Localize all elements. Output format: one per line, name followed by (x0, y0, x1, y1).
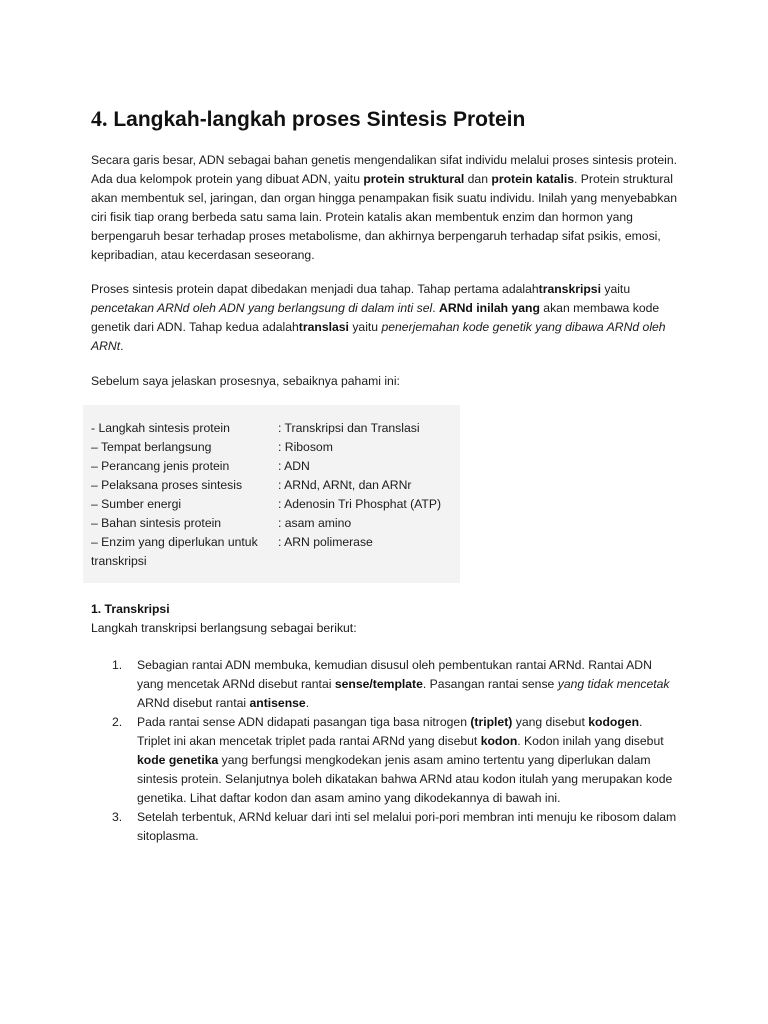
text-run: . Triplet ini akan mencetak triplet pada rantai ARNd yang disebut (137, 715, 643, 748)
subsection-title-text: 1. Transkripsi (91, 602, 170, 616)
list-number: 1. (112, 658, 123, 672)
bold-term: antisense (249, 696, 306, 710)
text-run: Setelah terbentuk, ARNd keluar dari inti sel melalui pori-pori membran inti menuju ke ribosom dalam sitoplasma. (137, 810, 677, 843)
summary-value: : ADN (278, 459, 310, 473)
list-number: 2. (112, 715, 123, 729)
subsection-intro: Langkah transkripsi berlangsung sebagai berikut: (91, 621, 357, 635)
list-item (91, 808, 677, 846)
text-run: . (432, 301, 440, 315)
text-run: . (120, 339, 124, 353)
bold-term: sense/template (334, 677, 423, 691)
text-run: yaitu (348, 320, 382, 334)
text-run: Secara garis besar, ADN sebagai bahan genetis mengendalikan sifat individu melalui proses sintesis protein. Ada dua kelompok protein yang dibuat ADN, yaitu (91, 153, 678, 186)
summary-label: – Sumber energi (91, 497, 182, 511)
summary-label: - Langkah sintesis protein (91, 421, 230, 435)
text-run: dan (464, 172, 492, 186)
text-run: Sebagian rantai ADN membuka, kemudian disusul oleh pembentukan rantai ARNd. Rantai ADN yang mencetak ARNd disebut rantai (137, 658, 652, 691)
text-run: . Kodon inilah yang disebut (517, 734, 664, 748)
summary-label: – Tempat berlangsung (91, 440, 212, 454)
text-run: . (305, 696, 310, 710)
summary-label: – Pelaksana proses sintesis (91, 478, 243, 492)
summary-value: : asam amino (278, 516, 352, 530)
summary-box (83, 405, 460, 583)
summary-label: – Perancang jenis protein (91, 459, 230, 473)
text-run: Proses sintesis protein dapat dibedakan menjadi dua tahap. Tahap pertama adalah (91, 282, 539, 296)
text-run: . Protein struktural akan membentuk sel, jaringan, dan organ hingga penampakan fisik suatu individu. Inilah yang menyebabkan ciri fisik tiap orang berbeda satu sama lain. Protein katalis akan membentuk enzim dan hormon yang berpengaruh besar terhadap proses metabolisme, dan akhirnya berpengaruh terhadap sifat psikis, emosi, kepribadian, atau kecerdasan seseorang. (91, 172, 678, 262)
section-heading (91, 104, 691, 135)
bold-term: kodogen (588, 715, 640, 729)
text-run: akan membawa kode genetik dari ADN. Tahap kedua adalah (91, 301, 660, 334)
italic-phrase: pencetakan ARNd oleh ADN yang berlangsung di dalam inti sel (91, 301, 433, 315)
subsection-title (91, 600, 170, 619)
bold-term: transkripsi (538, 282, 601, 296)
summary-value: : Ribosom (278, 440, 333, 454)
bold-term: protein katalis (491, 172, 575, 186)
bold-term: kode genetika (137, 753, 219, 767)
bold-term: translasi (298, 320, 349, 334)
list-number: 3. (112, 810, 123, 824)
summary-label: – Bahan sintesis protein (91, 516, 222, 530)
bold-term: kodon (480, 734, 518, 748)
list-item (91, 713, 677, 808)
summary-value: : Adenosin Tri Phosphat (ATP) (278, 497, 442, 511)
text-run: Pada rantai sense ADN didapati pasangan tiga basa nitrogen (137, 715, 471, 729)
list-item (91, 656, 677, 713)
bold-term: protein struktural (363, 172, 465, 186)
heading-text: Langkah-langkah proses Sintesis Protein (113, 108, 526, 131)
summary-value: : ARN polimerase (278, 535, 373, 549)
text-run: yang berfungsi mengkodekan jenis asam amino tertentu yang diperlukan dalam sintesis protein. Selanjutnya boleh dikatakan bahwa ARNd atau kodon itulah yang merupakan kode genetika. Lihat daftar kodon dan asam amino yang dikodekannya di bawah ini. (137, 753, 673, 805)
steps-list (91, 656, 691, 846)
text-run: yaitu (600, 282, 631, 296)
bold-term: (triplet) (470, 715, 513, 729)
paragraph-stages (91, 280, 683, 356)
paragraph-lead-in: Sebelum saya jelaskan prosesnya, sebaiknya pahami ini: (91, 374, 400, 388)
text-run: ARNd disebut rantai (137, 696, 250, 710)
italic-phrase: yang tidak mencetak (557, 677, 670, 691)
heading-number: 4. (91, 106, 108, 131)
text-run: . Pasangan rantai sense (422, 677, 558, 691)
bold-term: ARNd inilah yang (439, 301, 540, 315)
text-run: yang disebut (512, 715, 589, 729)
summary-label: – Enzim yang diperlukan untuk transkripsi (91, 535, 258, 568)
paragraph-intro (91, 151, 683, 265)
summary-value: : ARNd, ARNt, dan ARNr (278, 478, 412, 492)
italic-phrase: penerjemahan kode genetik yang dibawa ARNd oleh ARNt (91, 320, 666, 353)
summary-value: : Transkripsi dan Translasi (278, 421, 420, 435)
